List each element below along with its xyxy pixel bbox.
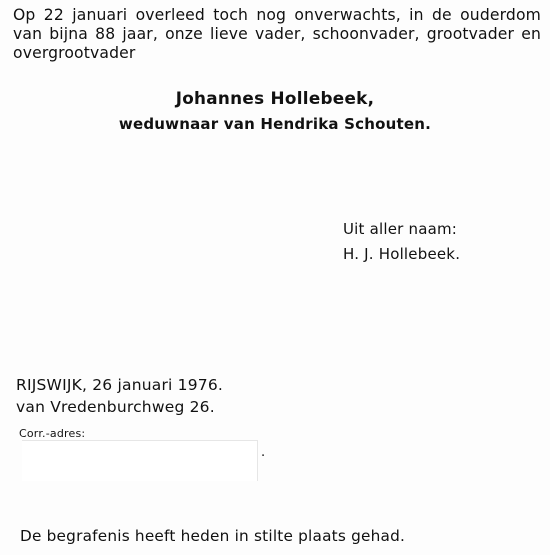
- widower-line: weduwnaar van Hendrika Schouten.: [118, 115, 432, 133]
- deceased-name: Johannes Hollebeek,: [175, 88, 375, 108]
- redaction-trailing-period: .: [261, 445, 266, 460]
- signoff-label: Uit aller naam:: [343, 220, 458, 238]
- place-date: RIJSWIJK, 26 januari 1976.: [16, 376, 224, 394]
- funeral-note: De begrafenis heeft heden in stilte plaats gehad.: [20, 527, 406, 545]
- redacted-address-area: [22, 440, 258, 481]
- intro-paragraph: Op 22 januari overleed toch nog onverwachts, in de ouderdom van bijna 88 jaar, onze lieve vader, schoonvader, grootvader en overgrootvader: [13, 6, 541, 62]
- signoff-block: [343, 217, 460, 267]
- street-address: van Vredenburchweg 26.: [16, 398, 215, 416]
- correspondence-label: Corr.-adres:: [19, 427, 86, 440]
- address-block: [16, 374, 223, 418]
- signoff-signature: H. J. Hollebeek.: [343, 245, 461, 263]
